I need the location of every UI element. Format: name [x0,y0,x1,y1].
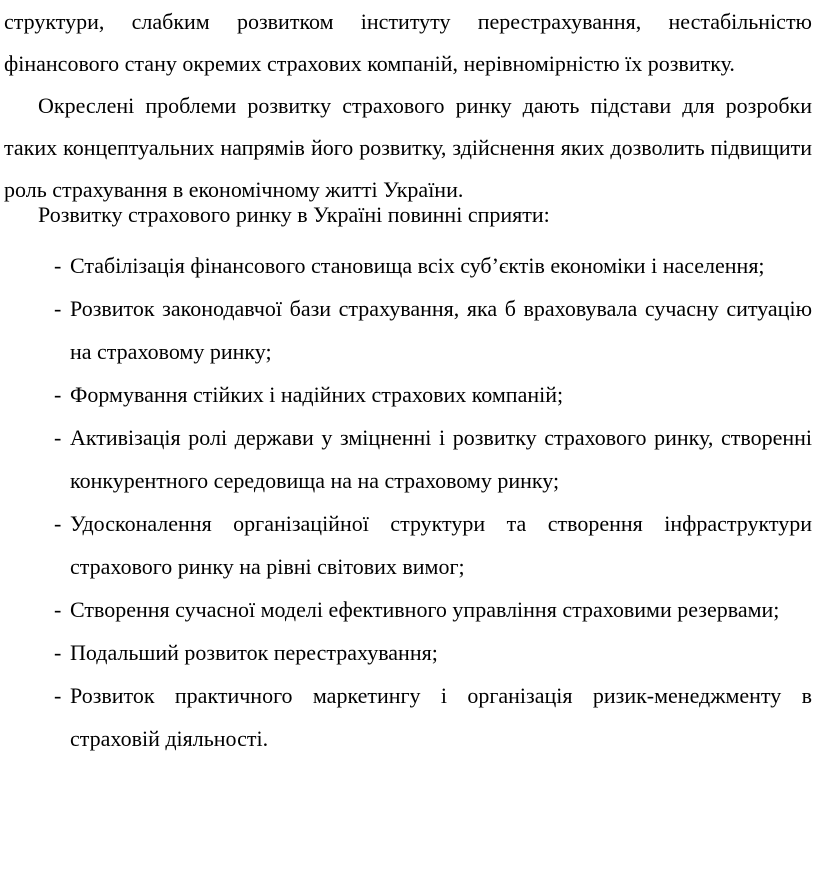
list-dash: - [54,640,62,665]
list-item-text: Активізація ролі держави у зміцненні і розвитку страхового ринку, створенні конкурентного середовища на на страховому ринку; [70,425,812,493]
list-item [32,588,812,631]
list-dash: - [54,511,62,536]
list-item [32,373,812,416]
list-item-text: Формування стійких і надійних страхових компаній; [70,382,564,407]
list-dash: - [54,382,62,407]
list-item [32,244,812,287]
paragraph-list-lead: Розвитку страхового ринку в Україні повинні сприяти: [38,202,550,227]
list-item [32,416,812,502]
list-item-text: Створення сучасної моделі ефективного управління страховими резервами; [70,597,780,622]
list-dash: - [54,425,62,450]
list-dash: - [54,683,62,708]
list-item-text: Розвиток практичного маркетингу і організація ризик-менеджменту в страховій діяльності. [70,683,812,751]
list-item-text: Удосконалення організаційної структури та створення інфраструктури страхового ринку на рівні світових вимог; [70,511,812,579]
measures-list [32,244,812,760]
list-item [32,502,812,588]
list-dash: - [54,296,62,321]
list-item [32,287,812,373]
list-dash: - [54,597,62,622]
list-dash: - [54,253,62,278]
list-item-text: Подальший розвиток перестрахування; [70,640,438,665]
paragraph-problems: Окреслені проблеми розвитку страхового ринку дають підстави для розробки таких концептуальних напрямів його розвитку, здійснення яких дозволить підвищити роль страхування в економічному житті України. [4,93,812,202]
list-item [32,674,812,760]
list-item [32,631,812,674]
list-item-text: Розвиток законодавчої бази страхування, яка б враховувала сучасну ситуацію на страховому ринку; [70,296,812,364]
paragraph-continuation: структури, слабким розвитком інституту перестрахування, нестабільністю фінансового стану окремих страхових компаній, нерівномірністю їх розвитку. [4,9,812,76]
list-item-text: Стабілізація фінансового становища всіх суб’єктів економіки і населення; [70,253,765,278]
